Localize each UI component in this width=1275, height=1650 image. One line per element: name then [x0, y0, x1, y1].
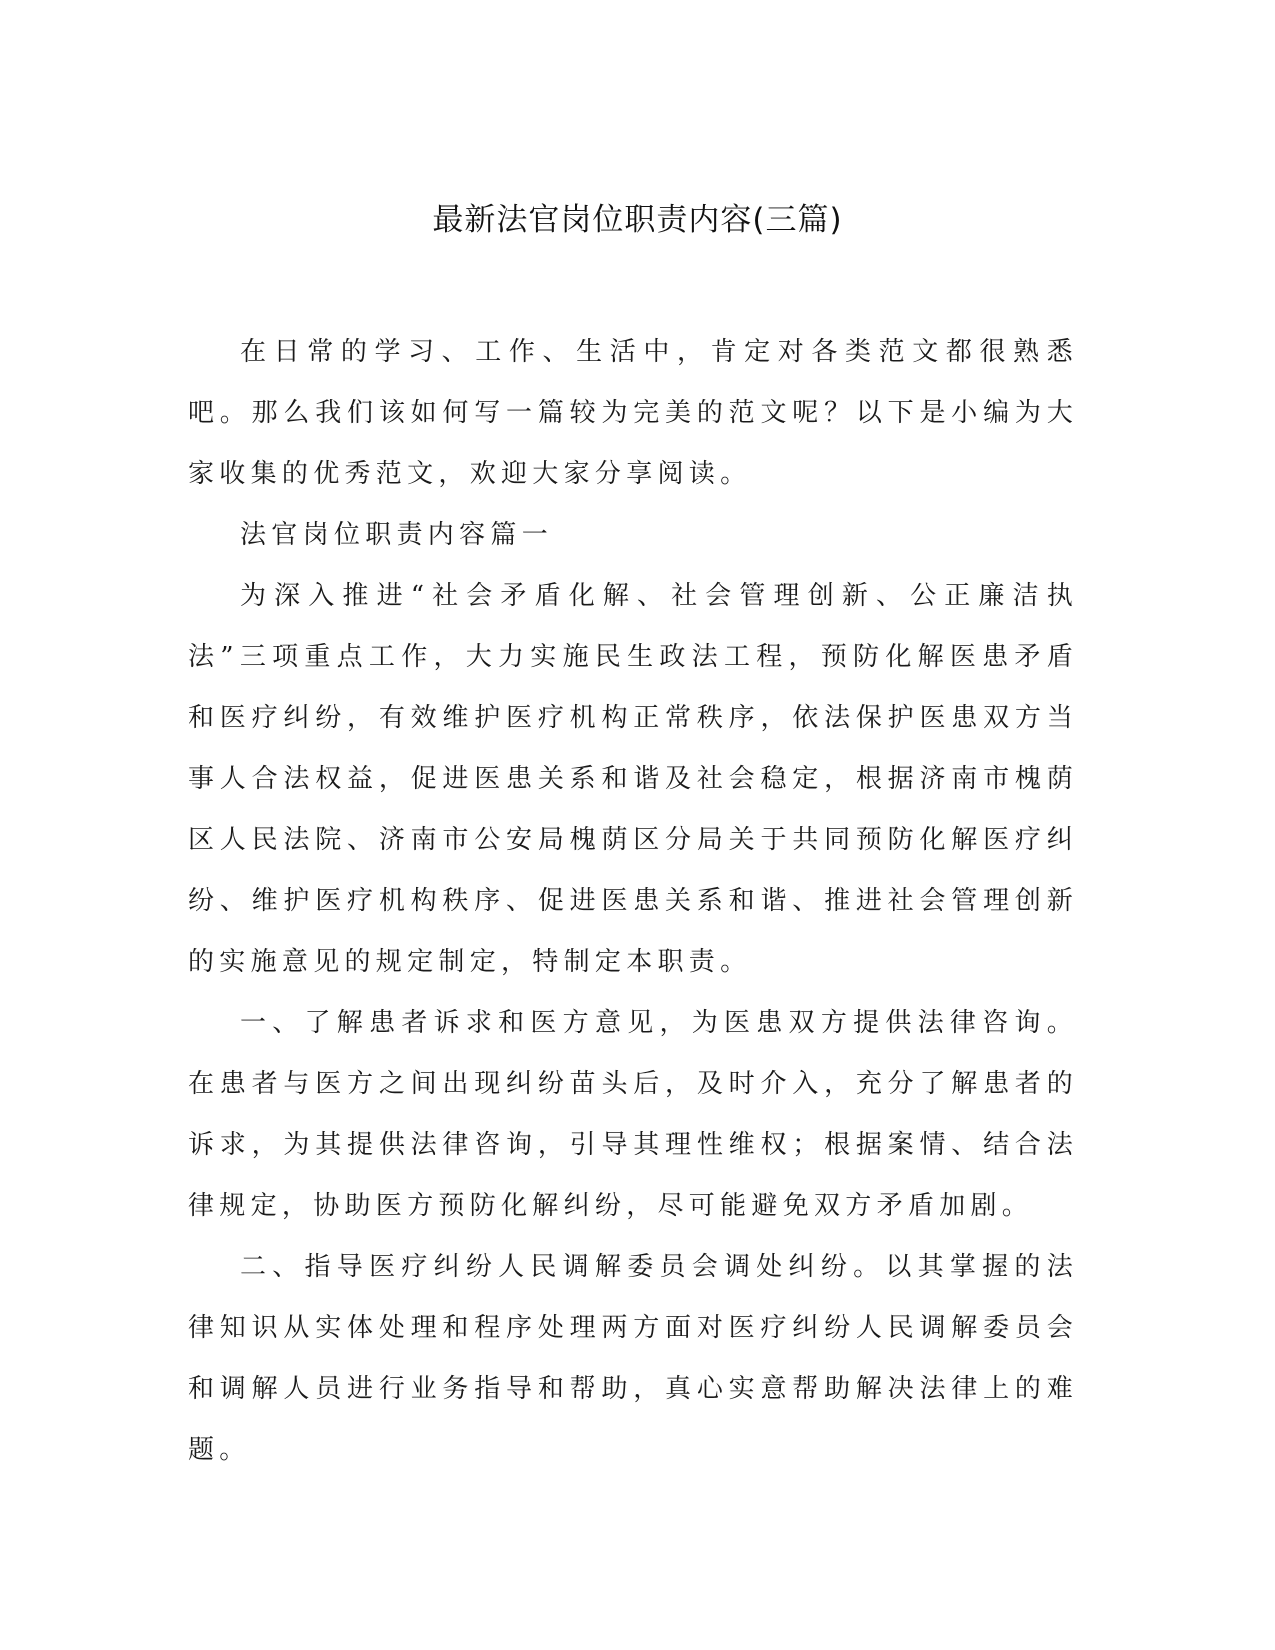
body-paragraph: 二、指导医疗纠纷人民调解委员会调处纠纷。以其掌握的法律知识从实体处理和程序处理两方面对医疗纠纷人民调解委员会和调解人员进行业务指导和帮助，真心实意帮助解决法律上的难题。: [188, 1252, 1078, 1465]
document-title: 最新法官岗位职责内容(三篇): [432, 202, 843, 238]
document-body: [188, 322, 1078, 1481]
intro-paragraph: 在日常的学习、工作、生活中，肯定对各类范文都很熟悉吧。那么我们该如何写一篇较为完美的范文呢？以下是小编为大家收集的优秀范文，欢迎大家分享阅读。: [188, 337, 1078, 489]
section-heading: 法官岗位职责内容篇一: [240, 520, 554, 550]
body-paragraph: 为深入推进“社会矛盾化解、社会管理创新、公正廉洁执法”三项重点工作，大力实施民生政法工程，预防化解医患矛盾和医疗纠纷，有效维护医疗机构正常秩序，依法保护医患双方当事人合法权益，促进医患关系和谐及社会稳定，根据济南市槐荫区人民法院、济南市公安局槐荫区分局关于共同预防化解医疗纠纷、维护医疗机构秩序、促进医患关系和谐、推进社会管理创新的实施意见的规定制定，特制定本职责。: [188, 581, 1078, 977]
body-paragraph: 一、了解患者诉求和医方意见，为医患双方提供法律咨询。在患者与医方之间出现纠纷苗头后，及时介入，充分了解患者的诉求，为其提供法律咨询，引导其理性维权；根据案情、结合法律规定，协助医方预防化解纠纷，尽可能避免双方矛盾加剧。: [188, 1008, 1078, 1221]
